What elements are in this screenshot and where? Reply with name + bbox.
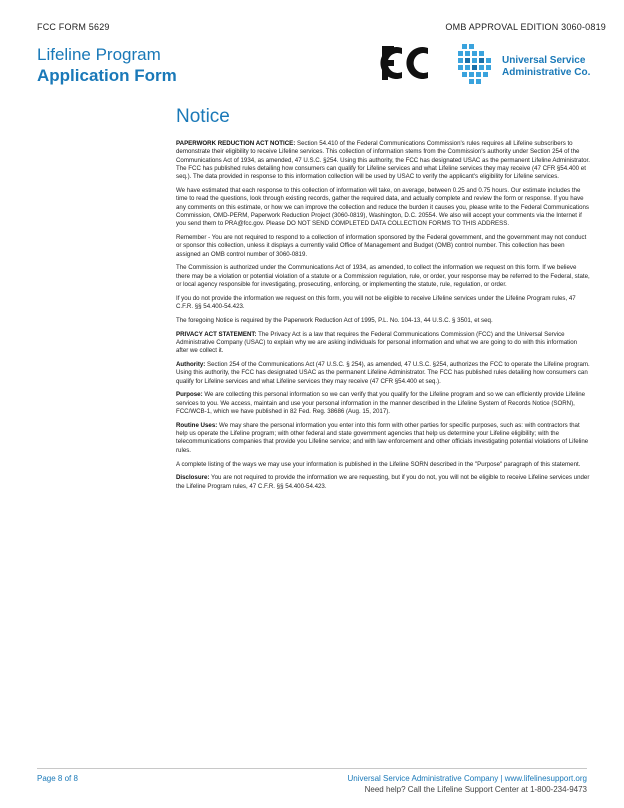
paragraph-text: We have estimated that each response to this collection of information will take, on average, between 0.25 and 0.75 hours. Our estimate includes the time to read the questions, look through existing records, gather the required data, and actually complete and review the form or response. If you have any comments on this estimate, or how we can improve the collection and reduce the burden it causes you, please write to the Federal Communications Commission, OMD-PERM, Paperwork Reduction Project (3060-0819), Washington, D.C. 20554. We also will accept your comments via the Internet if you send them to PRA@fcc.gov. Please DO NOT SEND COMPLETED DATA COLLECTION FORMS TO THIS ADDRESS. — [176, 186, 589, 228]
footer-info — [347, 773, 587, 795]
notice-paragraph — [176, 295, 590, 312]
notice-paragraph — [176, 391, 590, 416]
page-number: Page 8 of 8 — [37, 774, 78, 783]
usac-name-line1: Universal Service — [502, 55, 586, 66]
notice-paragraph — [176, 474, 590, 491]
notice-paragraph — [176, 422, 590, 455]
form-title-line1: Lifeline Program — [37, 45, 161, 64]
footer-divider — [37, 768, 587, 769]
paragraph-text: The foregoing Notice is required by the Paperwork Reduction Act of 1995, P.L. No. 104-13, 44 U.S.C. § 3501, et seq. — [176, 316, 493, 324]
usac-name — [502, 55, 590, 79]
form-title-line2: Application Form — [37, 66, 177, 85]
notice-paragraph — [176, 264, 590, 289]
paragraph-lead: Authority: — [176, 361, 206, 369]
usac-logo — [456, 42, 496, 88]
paragraph-text: Section 54.410 of the Federal Communications Commission's rules requires all Lifeline subscribers to demonstrate their eligibility to receive Lifeline services. This collection of information stems from the Commission's authority under Section 254 of the Communications Act of 1934, as amended, 47 U.S.C. §254. Using this authority, the FCC has designated USAC as the permanent Lifeline Administrator. The FCC has published rules detailing how consumers can qualify for Lifeline services and what Lifeline services they may receive (47 CFR §54.400 et seq.). The data provided in response to this information collection will be used by USAC to verify the applicant's eligibility for Lifeline services. — [176, 140, 590, 181]
paragraph-text: The Commission is authorized under the Communications Act of 1934, as amended, to collect the information we request on this form. If we believe there may be a violation or potential violation of a statute or a Commission regulation, rule, or order, your response may be referred to the Federal, state, or local agency responsible for investigating, prosecuting, enforcing, or implementing the statute, rule, regulation, or order. — [176, 264, 590, 288]
paragraph-text: We may share the personal information you enter into this form with other parties for specific purposes, such as: with contractors that help us operate the Lifeline program; with other federal and state government agencies that help us determine your Lifeline eligibility; with the telecommunications companies that provide you Lifeline service; and with law enforcement and other officials investigating potential violations of Lifeline rules. — [176, 421, 589, 454]
notice-paragraph — [176, 234, 590, 259]
form-number: FCC FORM 5629 — [37, 22, 110, 32]
notice-paragraph — [176, 461, 590, 469]
paragraph-text: If you do not provide the information we request on this form, you will not be eligible to receive Lifeline services under the Lifeline Program rules, 47 C.F.R. §§ 54.400-54.423. — [176, 294, 576, 311]
paragraph-lead: PRIVACY ACT STATEMENT: — [176, 330, 257, 338]
omb-edition: OMB APPROVAL EDITION 3060-0819 — [445, 22, 606, 32]
notice-paragraph — [176, 361, 590, 386]
fcc-logo — [380, 42, 430, 84]
notice-title: Notice — [176, 106, 230, 127]
notice-paragraph — [176, 317, 590, 325]
paragraph-lead: Disclosure: — [176, 474, 210, 482]
notice-body — [176, 140, 590, 496]
paragraph-lead: Routine Uses: — [176, 421, 218, 429]
footer-help-text: Need help? Call the Lifeline Support Center at 1-800-234-9473 — [364, 785, 587, 794]
paragraph-text: The Privacy Act is a law that requires the Federal Communications Commission (FCC) and the Universal Service Administrative Company (USAC) to explain why we are asking individuals for personal information and what we are going to do with this information after we collect it. — [176, 330, 578, 355]
paragraph-lead: PAPERWORK REDUCTION ACT NOTICE: — [176, 140, 296, 147]
usac-name-line2: Administrative Co. — [502, 67, 591, 78]
footer-company-link[interactable]: Universal Service Administrative Company | www.lifelinesupport.org — [347, 774, 587, 783]
notice-paragraph — [176, 187, 590, 228]
paragraph-text: We are collecting this personal information so we can verify that you qualify for the Lifeline program and so we can efficiently provide Lifeline services to you. We access, maintain and use your personal information in the manner described in the Lifeline System of Records Notice (SORN), FCC/WCB-1, which we have published in 82 Fed. Reg. 38686 (Aug. 15, 2017). — [176, 391, 586, 416]
notice-paragraph — [176, 140, 590, 181]
paragraph-text: You are not required to provide the information we are requesting, but if you do not, you will not be eligible to receive Lifeline services under the Lifeline Program rules, 47 C.F.R. §§ 54.400-54.423. — [176, 474, 590, 490]
paragraph-lead: Purpose: — [176, 391, 203, 399]
notice-paragraph — [176, 331, 590, 356]
paragraph-text: Section 254 of the Communications Act (47 U.S.C. § 254), as amended, 47 U.S.C. §254, authorizes the FCC to operate the Lifeline program. Using this authority, the FCC has designated USAC as the permanent Lifeline Administrator. The FCC has published rules detailing how consumers can qualify for Lifeline services and what Lifeline services they may receive (47 CFR §54.400 et seq.). — [176, 361, 590, 385]
paragraph-text: Remember - You are not required to respond to a collection of information sponsored by the Federal government, and the government may not conduct or sponsor this collection, unless it displays a currently valid Office of Management and Budget (OMB) control number. This collection has been assigned an OMB control number of 3060-0819. — [176, 233, 587, 258]
paragraph-text: A complete listing of the ways we may use your information is published in the Lifeline SORN described in the "Purpose" paragraph of this statement. — [176, 460, 581, 468]
